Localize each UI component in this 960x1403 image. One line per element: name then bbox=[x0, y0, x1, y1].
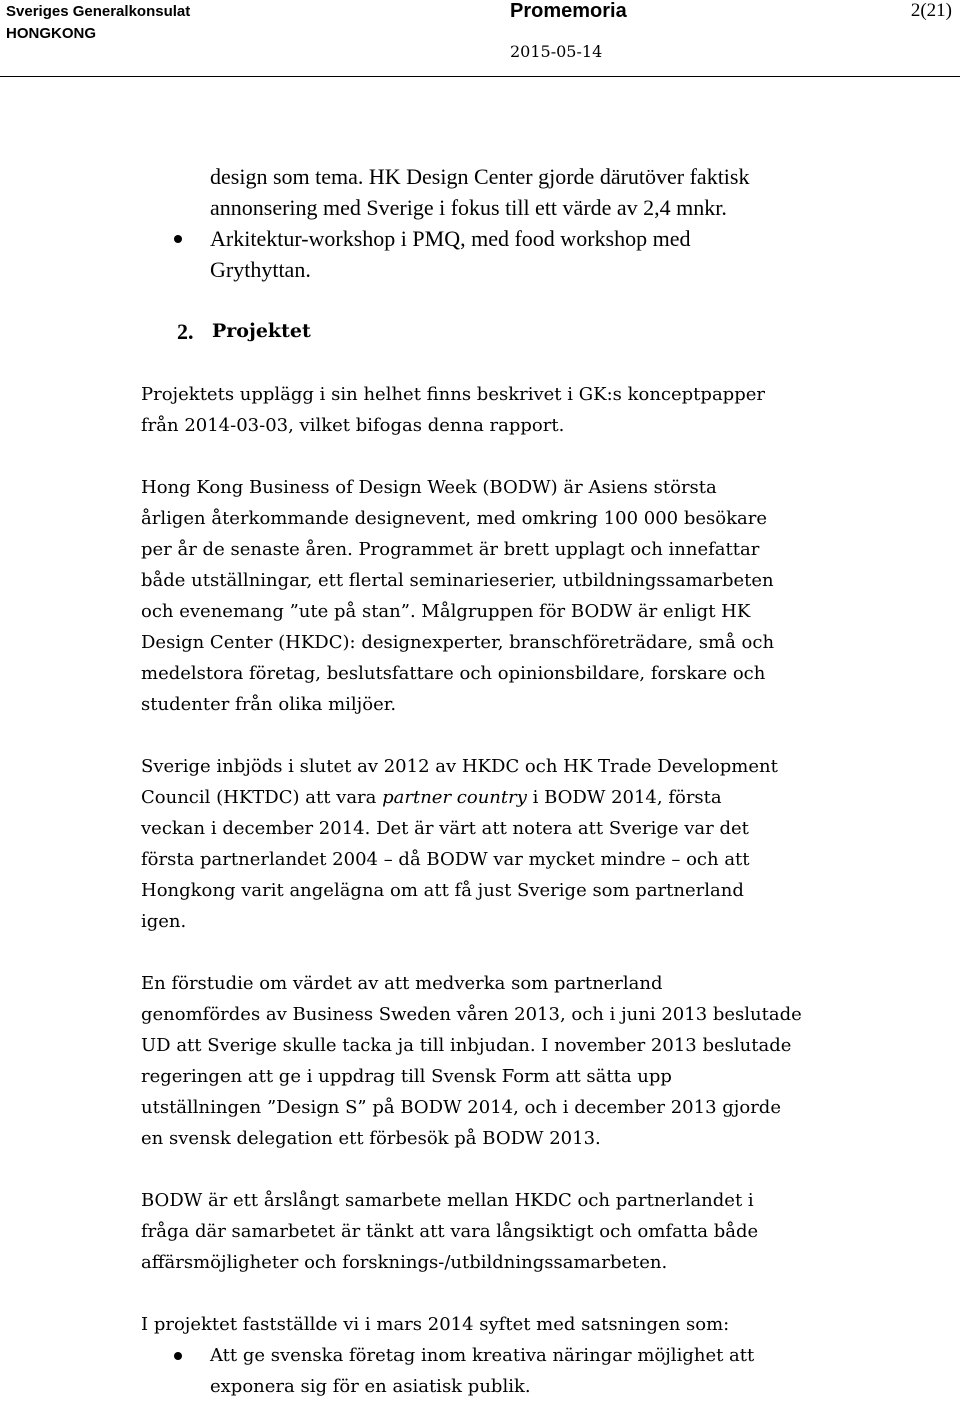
paragraph-line: BODW är ett årslångt samarbete mellan HKDC och partnerlandet i bbox=[141, 1190, 754, 1211]
paragraph-line: fråga där samarbetet är tänkt att vara långsiktigt och omfatta både bbox=[141, 1221, 759, 1242]
paragraph-line: genomfördes av Business Sweden våren 2013, och i juni 2013 beslutade bbox=[141, 1004, 802, 1025]
paragraph-line: Projektets upplägg i sin helhet finns beskrivet i GK:s konceptpapper bbox=[141, 384, 765, 405]
bullet-icon bbox=[174, 235, 182, 243]
paragraph-line: utställningen ”Design S” på BODW 2014, och i december 2013 gjorde bbox=[141, 1097, 781, 1118]
paragraph-line: Hongkong varit angelägna om att få just Sverige som partnerland bbox=[141, 880, 744, 901]
text-segment: i BODW 2014, första bbox=[526, 787, 722, 808]
paragraph-line: studenter från olika miljöer. bbox=[141, 694, 397, 715]
paragraph-line: medelstora företag, beslutsfattare och opinionsbildare, forskare och bbox=[141, 663, 766, 684]
section-title: Projektet bbox=[212, 320, 311, 342]
bullet-goal-line: exponera sig för en asiatisk publik. bbox=[210, 1376, 531, 1397]
header-divider bbox=[0, 76, 960, 77]
paragraph-line: Sverige inbjöds i slutet av 2012 av HKDC och HK Trade Development bbox=[141, 756, 778, 777]
emphasized-term: partner country bbox=[382, 787, 527, 808]
paragraph-line: årligen återkommande designevent, med omkring 100 000 besökare bbox=[141, 508, 767, 529]
page-number: 2(21) bbox=[910, 0, 952, 21]
continued-bullet-line: design som tema. HK Design Center gjorde därutöver faktisk bbox=[210, 164, 750, 189]
document-date: 2015-05-14 bbox=[510, 42, 603, 61]
organization-location: HONGKONG bbox=[6, 25, 96, 42]
paragraph-line: per år de senaste åren. Programmet är brett upplagt och innefattar bbox=[141, 539, 760, 560]
paragraph-line: igen. bbox=[141, 911, 187, 932]
bullet-icon bbox=[174, 1352, 182, 1360]
bullet-architecture-line: Arkitektur-workshop i PMQ, med food workshop med bbox=[210, 226, 691, 251]
paragraph-line: Hong Kong Business of Design Week (BODW) är Asiens största bbox=[141, 477, 717, 498]
section-number: 2. bbox=[177, 319, 194, 344]
organization-name: Sveriges Generalkonsulat bbox=[6, 3, 191, 20]
paragraph-line: UD att Sverige skulle tacka ja till inbjudan. I november 2013 beslutade bbox=[141, 1035, 792, 1056]
paragraph-line: från 2014-03-03, vilket bifogas denna rapport. bbox=[141, 415, 565, 436]
paragraph-line: första partnerlandet 2004 – då BODW var mycket mindre – och att bbox=[141, 849, 750, 870]
bullet-goal-line: Att ge svenska företag inom kreativa näringar möjlighet att bbox=[210, 1345, 755, 1366]
paragraph-line: Design Center (HKDC): designexperter, branschföreträdare, små och bbox=[141, 632, 775, 653]
document-header-organization bbox=[6, 1, 190, 45]
paragraph-line: och evenemang ”ute på stan”. Målgruppen för BODW är enligt HK bbox=[141, 601, 751, 622]
bullet-architecture-line: Grythyttan. bbox=[210, 257, 311, 282]
paragraph-line: affärsmöjligheter och forsknings-/utbildningssamarbeten. bbox=[141, 1252, 668, 1273]
paragraph-line: I projektet fastställde vi i mars 2014 syftet med satsningen som: bbox=[141, 1314, 730, 1335]
paragraph-line: veckan i december 2014. Det är värt att notera att Sverige var det bbox=[141, 818, 749, 839]
text-segment: Council (HKTDC) att vara bbox=[141, 787, 383, 808]
continued-bullet-line: annonsering med Sverige i fokus till ett värde av 2,4 mnkr. bbox=[210, 195, 727, 220]
document-type: Promemoria bbox=[510, 0, 627, 22]
paragraph-line: En förstudie om värdet av att medverka som partnerland bbox=[141, 973, 663, 994]
paragraph-line: en svensk delegation ett förbesök på BODW 2013. bbox=[141, 1128, 601, 1149]
paragraph-line: regeringen att ge i uppdrag till Svensk Form att sätta upp bbox=[141, 1066, 672, 1087]
paragraph-line bbox=[141, 782, 722, 813]
paragraph-line: både utställningar, ett flertal seminarieserier, utbildningssamarbeten bbox=[141, 570, 774, 591]
